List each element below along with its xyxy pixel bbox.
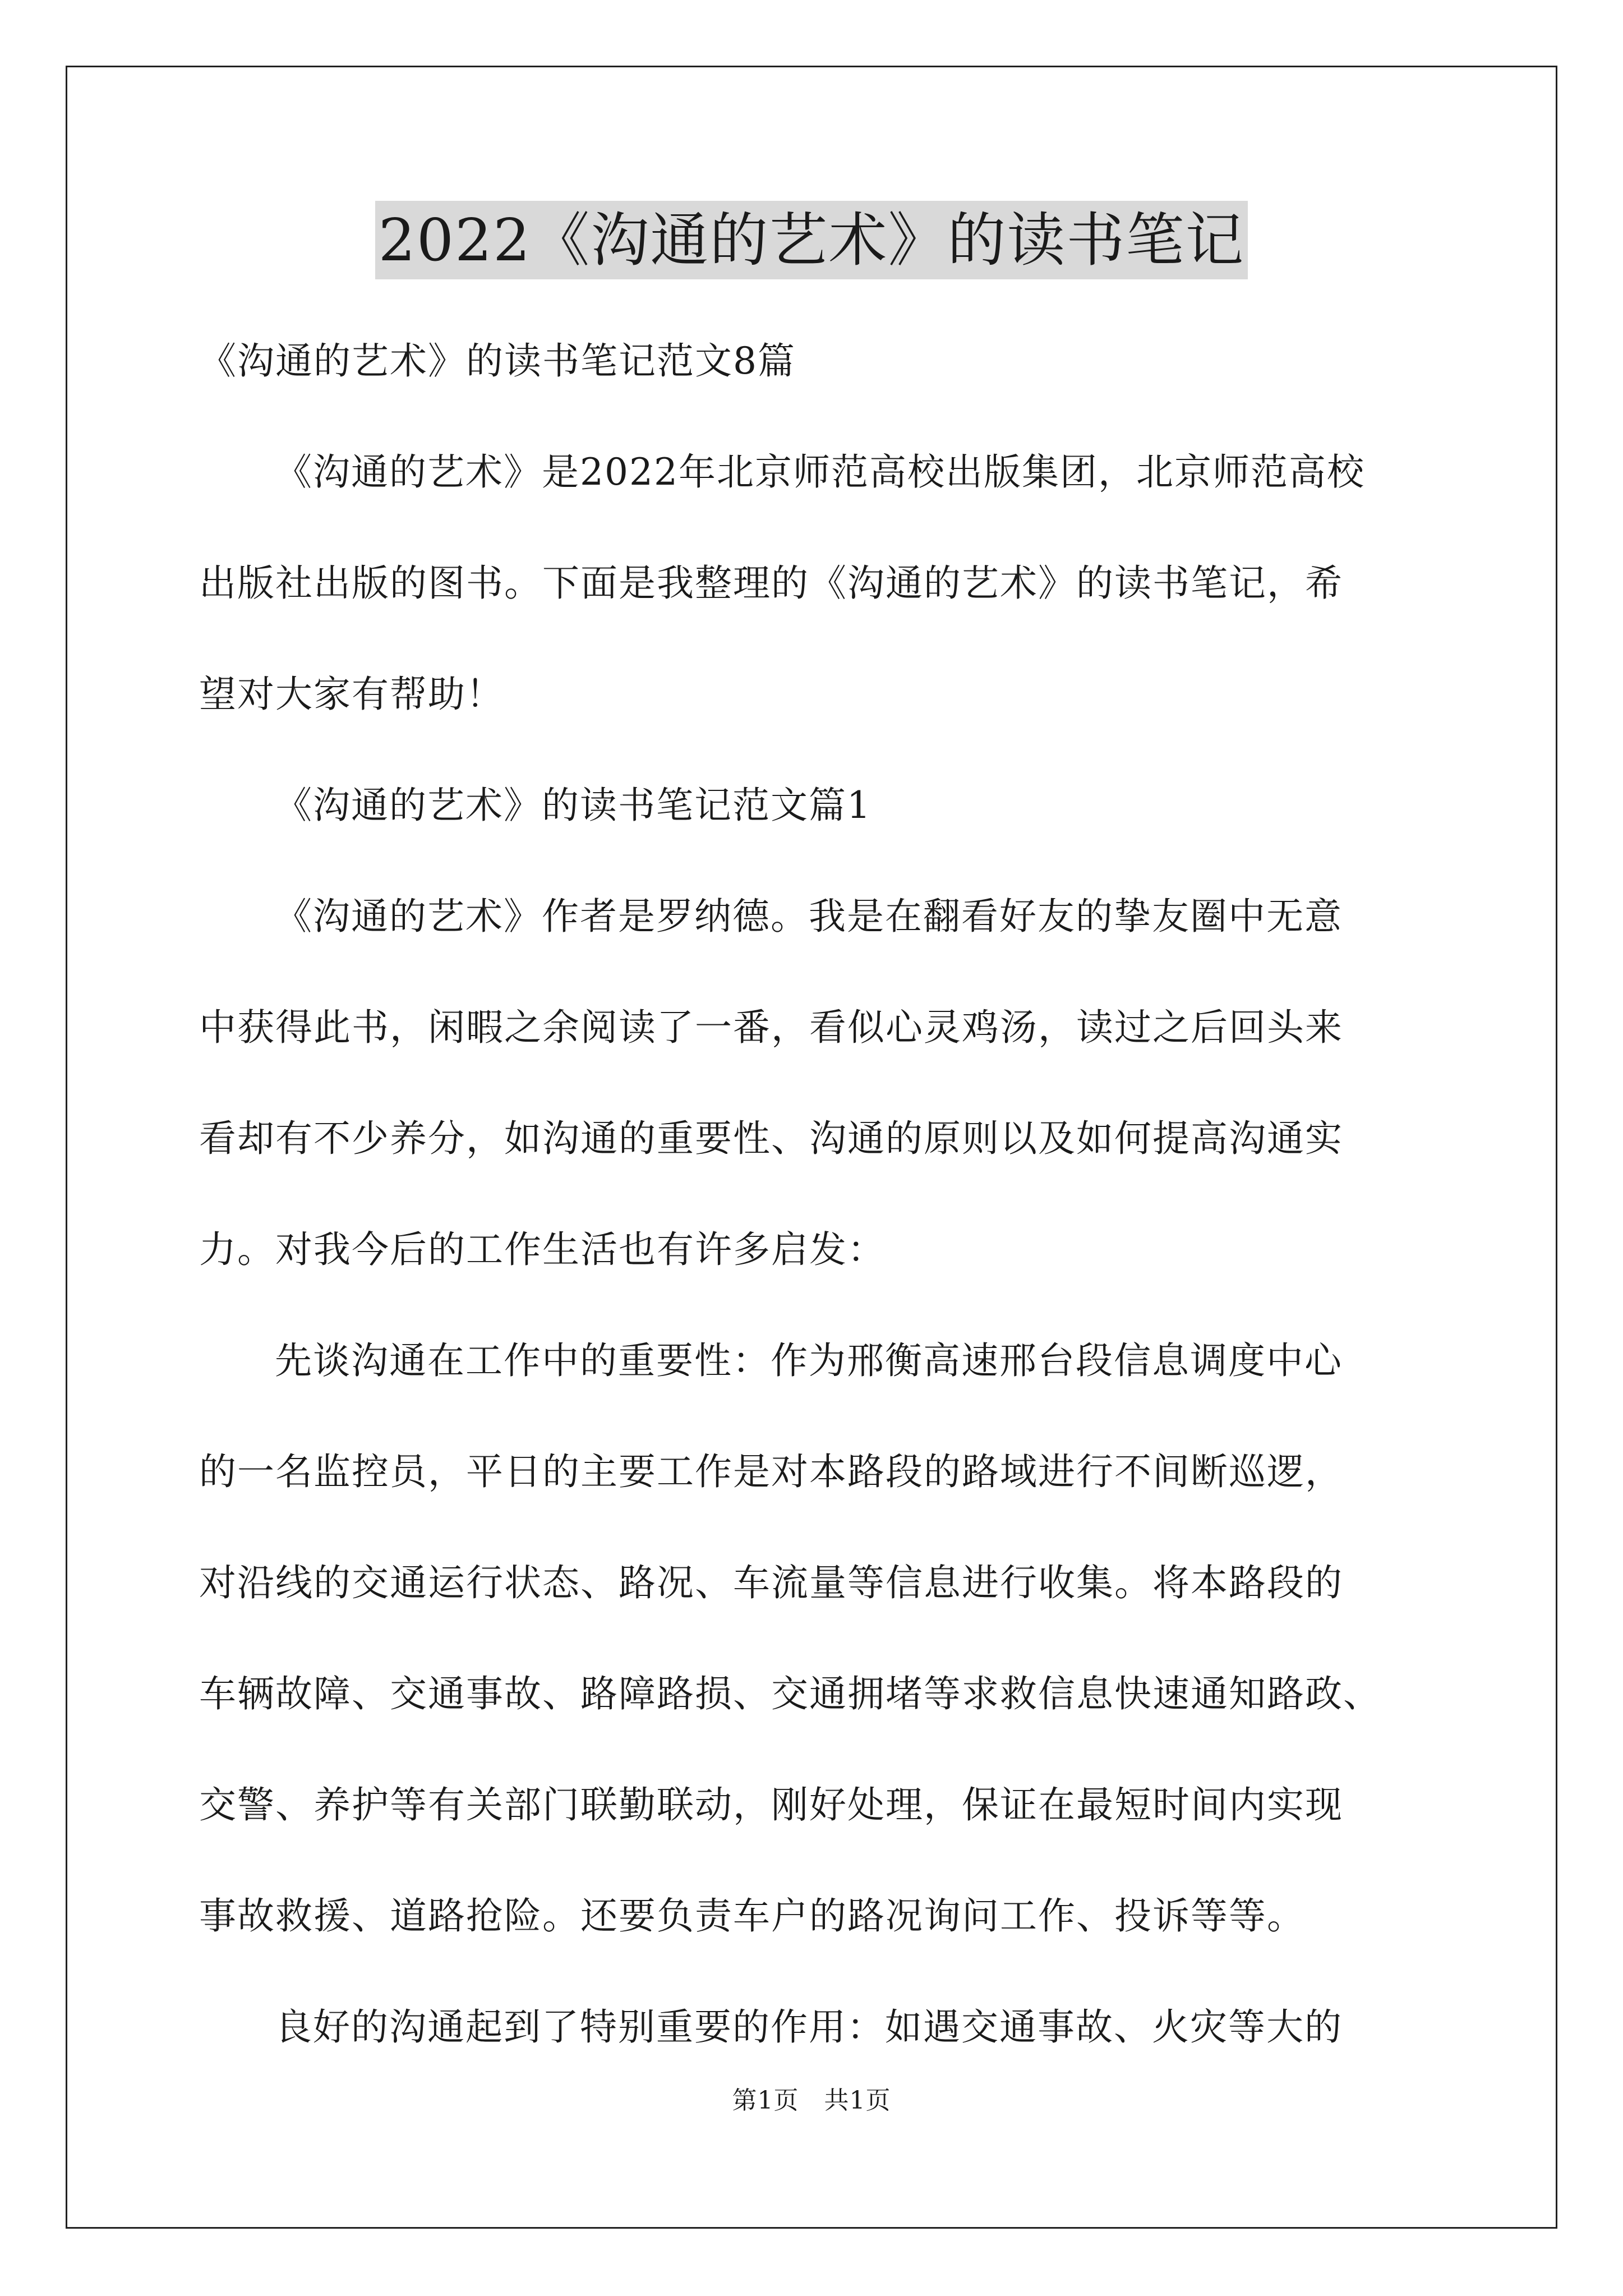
- text-line: 望对大家有帮助！: [199, 673, 504, 716]
- text-line: 力。对我今后的工作生活也有许多启发：: [199, 1228, 886, 1271]
- text-line: 车辆故障、交通事故、路障路损、交通拥堵等求救信息快速通知路政、: [199, 1672, 1381, 1715]
- text-line: 看却有不少养分，如沟通的重要性、沟通的原则以及如何提高沟通实: [199, 1117, 1343, 1160]
- title-container: [0, 201, 1623, 279]
- text-line: 出版社出版的图书。下面是我整理的《沟通的艺术》的读书笔记，希: [199, 562, 1343, 605]
- text-line: 事故救援、道路抢险。还要负责车户的路况询问工作、投诉等等。: [199, 1894, 1305, 1938]
- text-line: 对沿线的交通运行状态、路况、车流量等信息进行收集。将本路段的: [199, 1561, 1343, 1604]
- text-line: 的一名监控员，平日的主要工作是对本路段的路域进行不间断巡逻，: [199, 1450, 1343, 1493]
- text-line: 良好的沟通起到了特别重要的作用：如遇交通事故、火灾等大的: [275, 2005, 1343, 2049]
- text-line: 《沟通的艺术》的读书笔记范文8篇: [199, 339, 796, 383]
- document-body: [199, 306, 1467, 2083]
- page-footer: 第1页 共1页: [732, 2086, 891, 2115]
- text-line: 中获得此书，闲暇之余阅读了一番，看似心灵鸡汤，读过之后回头来: [199, 1006, 1343, 1049]
- text-line: 《沟通的艺术》作者是罗纳德。我是在翻看好友的挚友圈中无意: [275, 895, 1343, 938]
- text-line: 《沟通的艺术》的读书笔记范文篇1: [275, 784, 872, 827]
- document-title: 2022《沟通的艺术》的读书笔记: [375, 201, 1248, 279]
- text-line: 交警、养护等有关部门联勤联动，刚好处理，保证在最短时间内实现: [199, 1783, 1343, 1826]
- text-line: 先谈沟通在工作中的重要性：作为邢衡高速邢台段信息调度中心: [275, 1339, 1343, 1382]
- text-line: 《沟通的艺术》是2022年北京师范高校出版集团，北京师范高校: [275, 450, 1365, 494]
